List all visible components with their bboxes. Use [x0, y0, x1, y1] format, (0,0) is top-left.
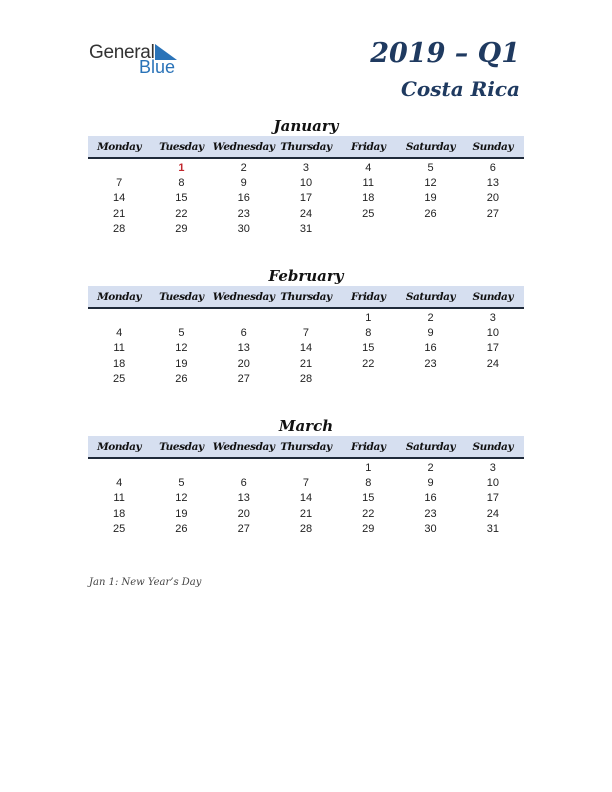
- day-cell: 1: [365, 312, 372, 324]
- week-row: [88, 161, 524, 176]
- weekday-label: Wednesday: [212, 290, 275, 303]
- month-block-march: [88, 416, 524, 537]
- day-cell: 27: [486, 207, 499, 220]
- day-cell: 18: [362, 192, 375, 205]
- day-cell: [213, 311, 275, 326]
- day-cell: 18: [113, 357, 126, 370]
- weekday-label: Thursday: [280, 290, 332, 303]
- weekday-label: Monday: [97, 140, 142, 153]
- day-cell: 3: [302, 162, 310, 174]
- week-row: [88, 357, 524, 372]
- day-cell: 15: [362, 342, 375, 355]
- day-cell: 2: [240, 162, 247, 174]
- day-cell: 14: [113, 192, 126, 205]
- day-cell: 15: [362, 492, 375, 505]
- day-cell: 7: [302, 327, 310, 340]
- day-cell: 3: [489, 312, 496, 324]
- country-subtitle: Costa Rica: [400, 77, 520, 101]
- day-cell: 25: [362, 207, 375, 220]
- day-cell: 10: [486, 477, 499, 490]
- day-cell: 2: [427, 312, 434, 324]
- day-cell: 26: [175, 522, 188, 535]
- day-cell: 29: [175, 222, 188, 235]
- day-cell: 13: [237, 342, 250, 355]
- day-cell: [150, 311, 212, 326]
- day-cell: 22: [175, 207, 188, 220]
- day-cell: 16: [424, 342, 437, 355]
- week-row: [88, 461, 524, 476]
- day-cell: 21: [113, 207, 126, 220]
- weekday-header: [88, 286, 524, 309]
- weekday-label: Thursday: [280, 140, 332, 153]
- week-row: [88, 507, 524, 522]
- day-cell: 4: [116, 327, 123, 340]
- month-block-january: [88, 116, 524, 237]
- day-cell: 12: [175, 342, 188, 355]
- weekday-label: Friday: [350, 440, 386, 453]
- day-cell: 23: [424, 507, 437, 520]
- week-row: [88, 222, 524, 237]
- day-cell: 5: [178, 477, 185, 490]
- day-cell: [275, 311, 337, 326]
- weekday-label: Monday: [97, 290, 142, 303]
- day-cell: [337, 372, 399, 387]
- day-cell: 25: [113, 372, 126, 385]
- day-cell: 3: [489, 462, 496, 474]
- week-row: [88, 176, 524, 191]
- day-cell: 28: [299, 522, 313, 535]
- day-cell: 24: [486, 507, 499, 520]
- weekday-label: Sunday: [472, 440, 514, 453]
- day-cell: 26: [175, 372, 188, 385]
- day-cell: 8: [365, 327, 372, 340]
- day-cell: 11: [362, 177, 374, 190]
- day-cell: 9: [427, 327, 434, 340]
- day-cell: 5: [427, 162, 434, 174]
- day-cell: 8: [178, 177, 185, 190]
- weekday-label: Sunday: [472, 290, 514, 303]
- generalblue-logo: [89, 42, 189, 78]
- day-cell: 13: [486, 177, 499, 190]
- day-cell: [337, 222, 399, 237]
- day-cell: 19: [424, 192, 437, 205]
- day-cell: 1: [178, 162, 185, 174]
- day-cell: 6: [240, 477, 247, 490]
- day-cell: [399, 222, 461, 237]
- day-cell: [88, 311, 150, 326]
- weekday-label: Saturday: [405, 440, 456, 453]
- logo-text-general: General: [89, 42, 155, 63]
- day-cell: 6: [240, 327, 247, 340]
- day-cell: [275, 461, 337, 476]
- day-cell: [399, 372, 461, 387]
- day-cell: [88, 161, 150, 176]
- week-row: [88, 476, 524, 491]
- day-cell: 8: [365, 477, 372, 490]
- weekday-label: Saturday: [405, 140, 456, 153]
- month-days: [88, 459, 524, 537]
- weekday-label: Tuesday: [159, 440, 204, 453]
- day-cell: 5: [178, 327, 185, 340]
- weekday-label: Tuesday: [159, 140, 204, 153]
- week-row: [88, 326, 524, 341]
- weekday-label: Wednesday: [212, 440, 275, 453]
- week-row: [88, 372, 524, 387]
- day-cell: 9: [240, 177, 247, 190]
- weekday-header: [88, 136, 524, 159]
- day-cell: 19: [175, 357, 188, 370]
- logo-text-blue: Blue: [139, 57, 176, 77]
- day-cell: 23: [237, 207, 250, 220]
- day-cell: 2: [427, 462, 434, 474]
- day-cell: 11: [113, 492, 125, 505]
- day-cell: 7: [116, 177, 123, 190]
- day-cell: 4: [365, 162, 372, 174]
- day-cell: 27: [237, 372, 250, 385]
- month-block-february: [88, 266, 524, 387]
- day-cell: 20: [237, 357, 250, 370]
- day-cell: 22: [362, 507, 375, 520]
- day-cell: 24: [486, 357, 499, 370]
- day-cell: 13: [237, 492, 250, 505]
- day-cell: 15: [175, 192, 188, 205]
- day-cell: 29: [362, 522, 375, 535]
- day-cell: 16: [424, 492, 437, 505]
- month-name: January: [273, 117, 339, 135]
- day-cell: 11: [113, 342, 125, 355]
- day-cell: 21: [299, 507, 313, 520]
- week-row: [88, 491, 524, 506]
- day-cell: [462, 372, 524, 387]
- day-cell: 14: [299, 342, 313, 355]
- day-cell: 12: [424, 177, 437, 190]
- day-cell: 31: [299, 222, 313, 235]
- day-cell: 22: [362, 357, 375, 370]
- page-title: 2019 – Q1: [370, 38, 520, 69]
- weekday-label: Tuesday: [159, 290, 204, 303]
- weekday-label: Thursday: [280, 440, 332, 453]
- holiday-note: Jan 1: New Year’s Day: [89, 577, 202, 588]
- week-row: [88, 207, 524, 222]
- day-cell: 9: [427, 477, 434, 490]
- day-cell: [150, 461, 212, 476]
- weekday-label: Friday: [350, 140, 386, 153]
- day-cell: 12: [175, 492, 188, 505]
- weekday-label: Sunday: [472, 140, 514, 153]
- day-cell: 28: [113, 222, 126, 235]
- day-cell: 24: [299, 207, 313, 220]
- weekday-header: [88, 436, 524, 459]
- day-cell: 26: [424, 207, 437, 220]
- day-cell: 14: [299, 492, 313, 505]
- month-days: [88, 159, 524, 237]
- week-row: [88, 341, 524, 356]
- day-cell: 10: [486, 327, 499, 340]
- day-cell: [462, 222, 524, 237]
- week-row: [88, 191, 524, 206]
- day-cell: [213, 461, 275, 476]
- day-cell: 27: [237, 522, 250, 535]
- day-cell: 16: [237, 192, 250, 205]
- day-cell: 17: [486, 492, 499, 505]
- day-cell: 28: [299, 372, 313, 385]
- weekday-label: Saturday: [405, 290, 456, 303]
- day-cell: 30: [424, 522, 437, 535]
- day-cell: 31: [486, 522, 499, 535]
- day-cell: 6: [489, 162, 496, 174]
- day-cell: [88, 461, 150, 476]
- day-cell: 20: [486, 192, 499, 205]
- day-cell: 19: [175, 507, 188, 520]
- day-cell: 30: [237, 222, 250, 235]
- day-cell: 17: [299, 192, 313, 205]
- day-cell: 21: [299, 357, 313, 370]
- month-name: March: [278, 417, 334, 435]
- day-cell: 17: [486, 342, 499, 355]
- weekday-label: Monday: [97, 440, 142, 453]
- weekday-label: Friday: [350, 290, 386, 303]
- month-days: [88, 309, 524, 387]
- weekday-label: Wednesday: [212, 140, 275, 153]
- week-row: [88, 311, 524, 326]
- day-cell: 10: [299, 177, 313, 190]
- month-name: February: [268, 267, 344, 285]
- day-cell: 4: [116, 477, 123, 490]
- day-cell: 1: [365, 462, 372, 474]
- day-cell: 20: [237, 507, 250, 520]
- day-cell: 25: [113, 522, 126, 535]
- day-cell: 18: [113, 507, 126, 520]
- day-cell: 7: [302, 477, 310, 490]
- day-cell: 23: [424, 357, 437, 370]
- week-row: [88, 522, 524, 537]
